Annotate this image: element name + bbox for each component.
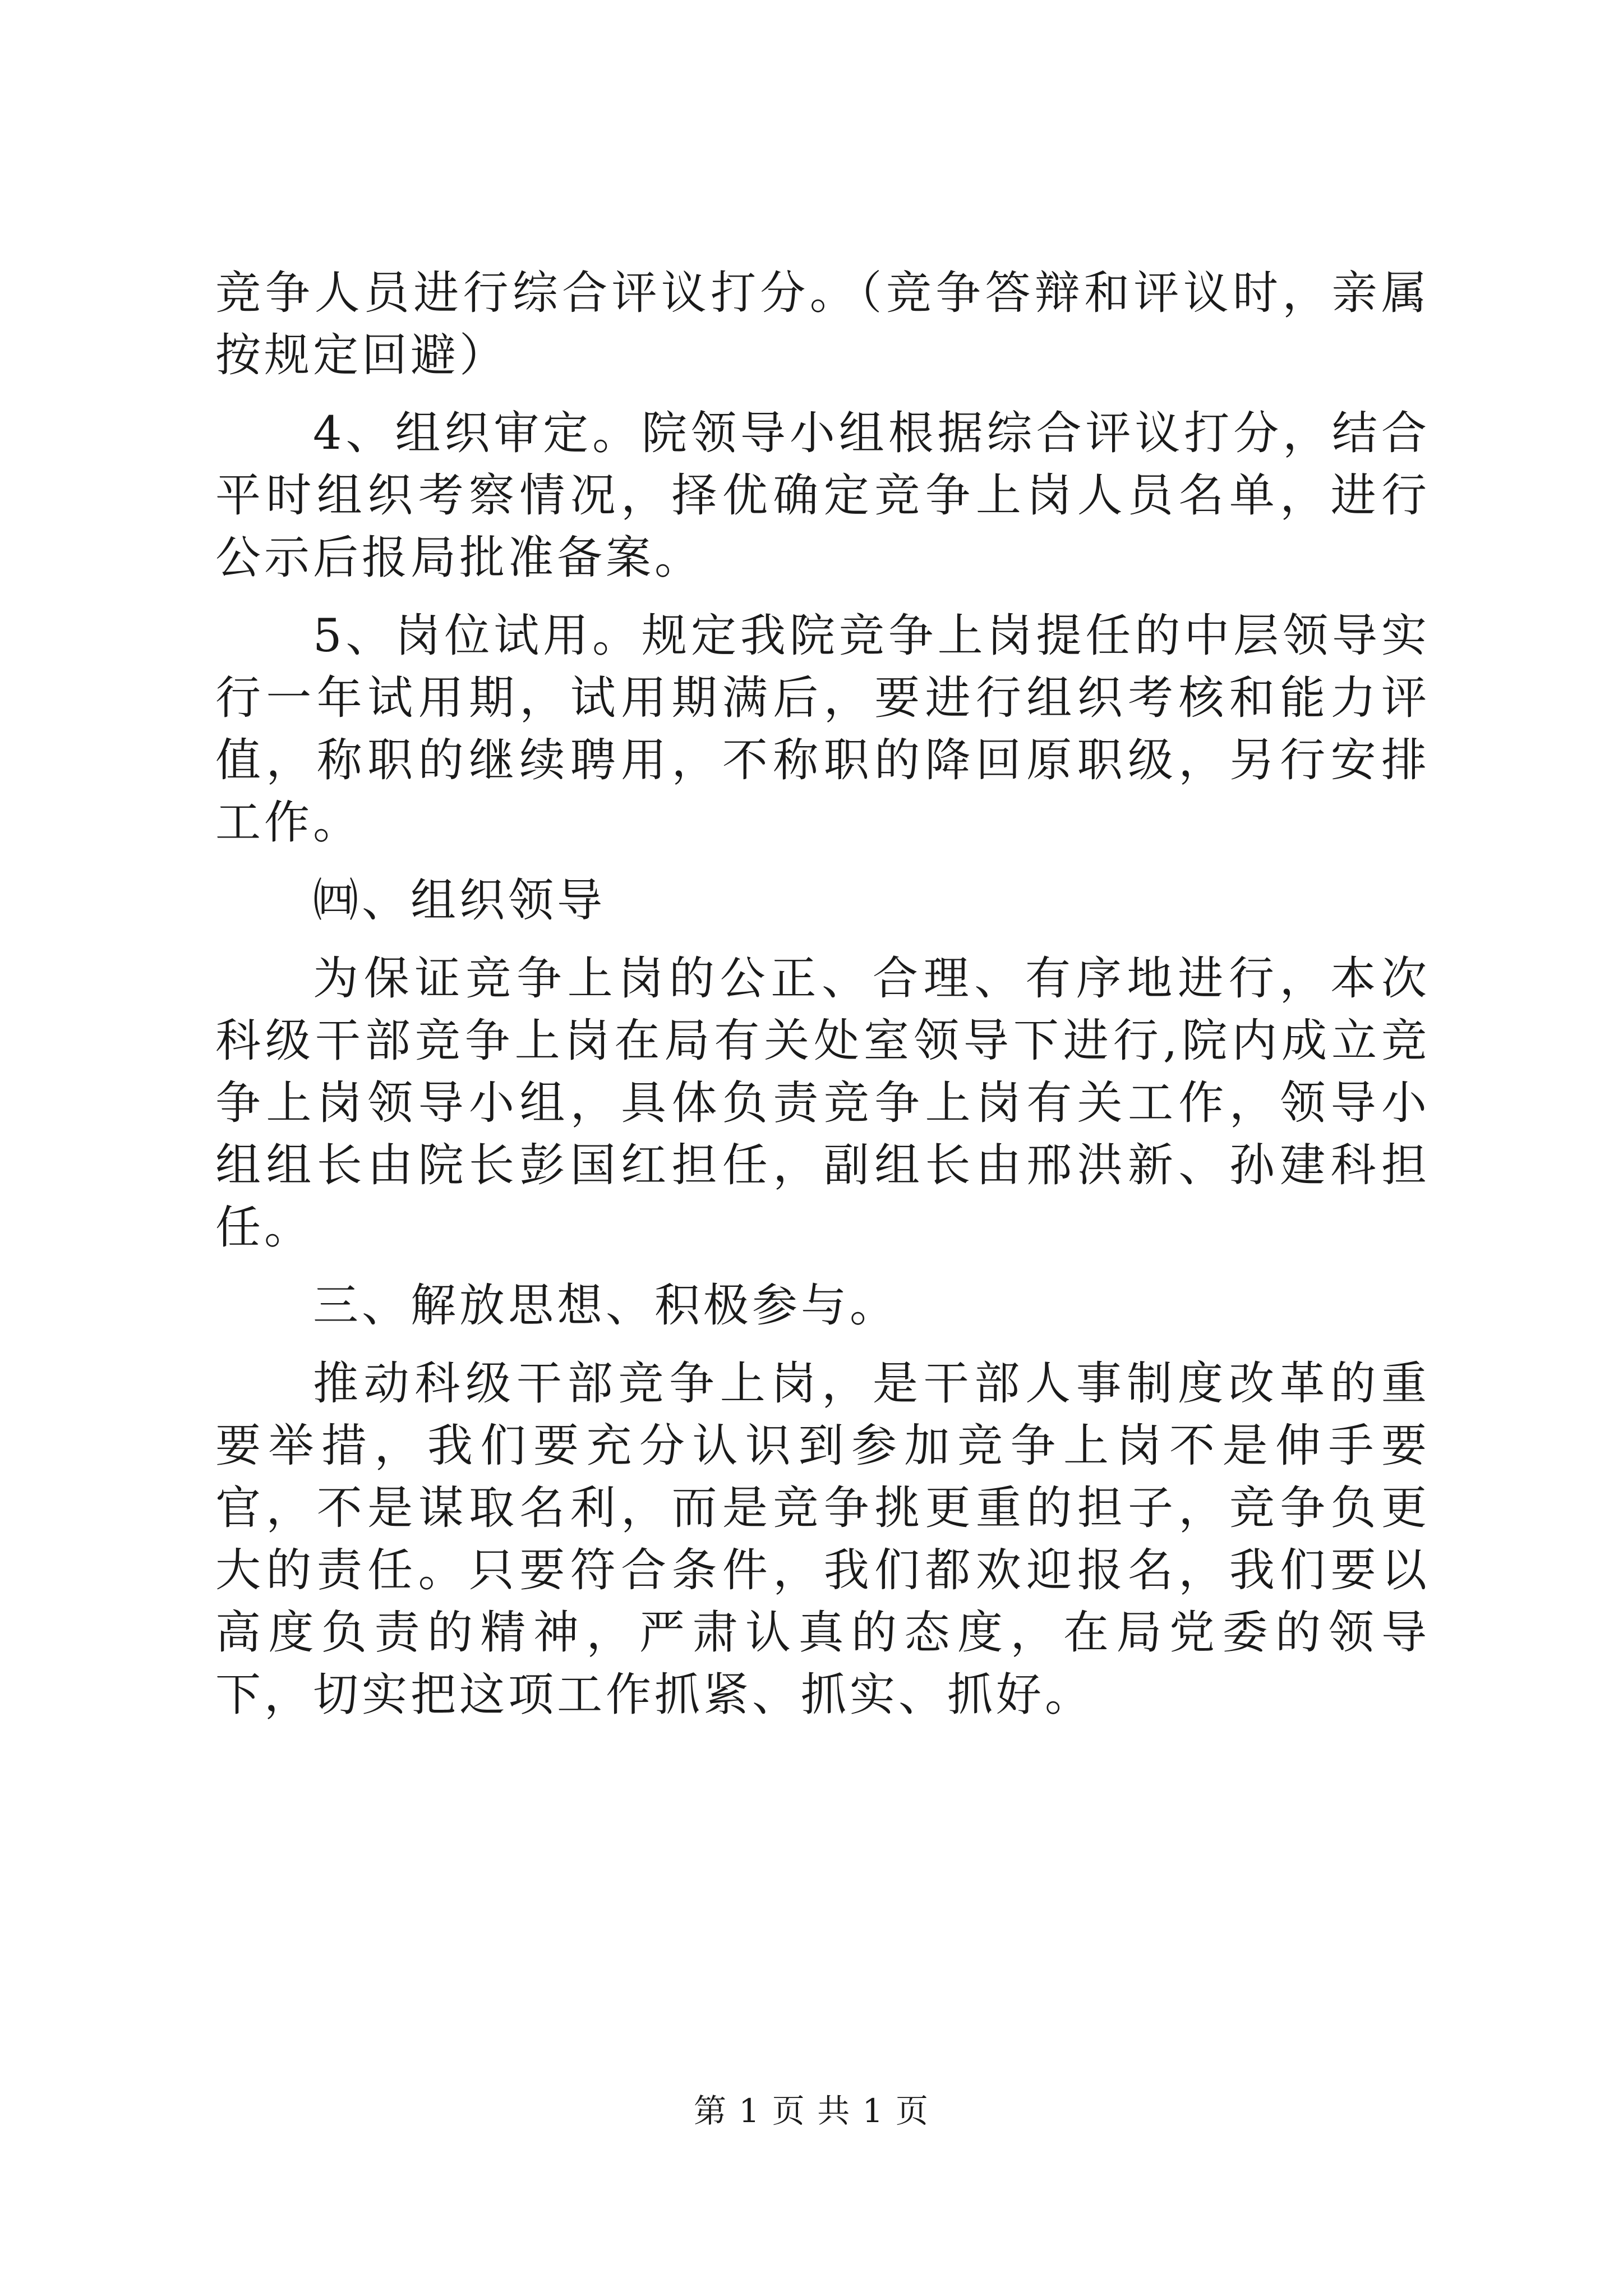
section-heading-participation: 三、解放思想、积极参与。 [313,1280,899,1332]
document-body [215,263,1430,1742]
paragraph-7: 推动科级干部竞争上岗，是干部人事制度改革的重要举措，我们要充分认识到参加竞争上岗不是伸手要官，不是谋取名利，而是竞争挑更重的担子，竞争负更大的责任。只要符合条件，我们都欢迎报名，我们要以高度负责的精神，严肃认真的态度，在局党委的领导下，切实把这项工作抓紧、抓实、抓好。 [215,1358,1430,1722]
paragraph-1: 竞争人员进行综合评议打分。（竞争答辩和评议时，亲属按规定回避） [215,267,1430,382]
paragraph-2: 4、组织审定。院领导小组根据综合评议打分，结合平时组织考察情况，择优确定竞争上岗人员名单，进行公示后报局批准备案。 [215,407,1430,585]
paragraph-5: 为保证竞争上岗的公正、合理、有序地进行，本次科级干部竞争上岗在局有关处室领导下进行,院内成立竞争上岗领导小组，具体负责竞争上岗有关工作，领导小组组长由院长彭国红担任，副组长由邢洪新、孙建科担任。 [215,953,1430,1254]
paragraph-3: 5、岗位试用。规定我院竞争上岗提任的中层领导实行一年试用期，试用期满后，要进行组织考核和能力评值，称职的继续聘用，不称职的降回原职级，另行安排工作。 [215,610,1430,849]
section-heading-organization: ㈣、组织领导 [313,875,606,927]
page-footer: 第 1 页 共 1 页 [694,2092,929,2130]
